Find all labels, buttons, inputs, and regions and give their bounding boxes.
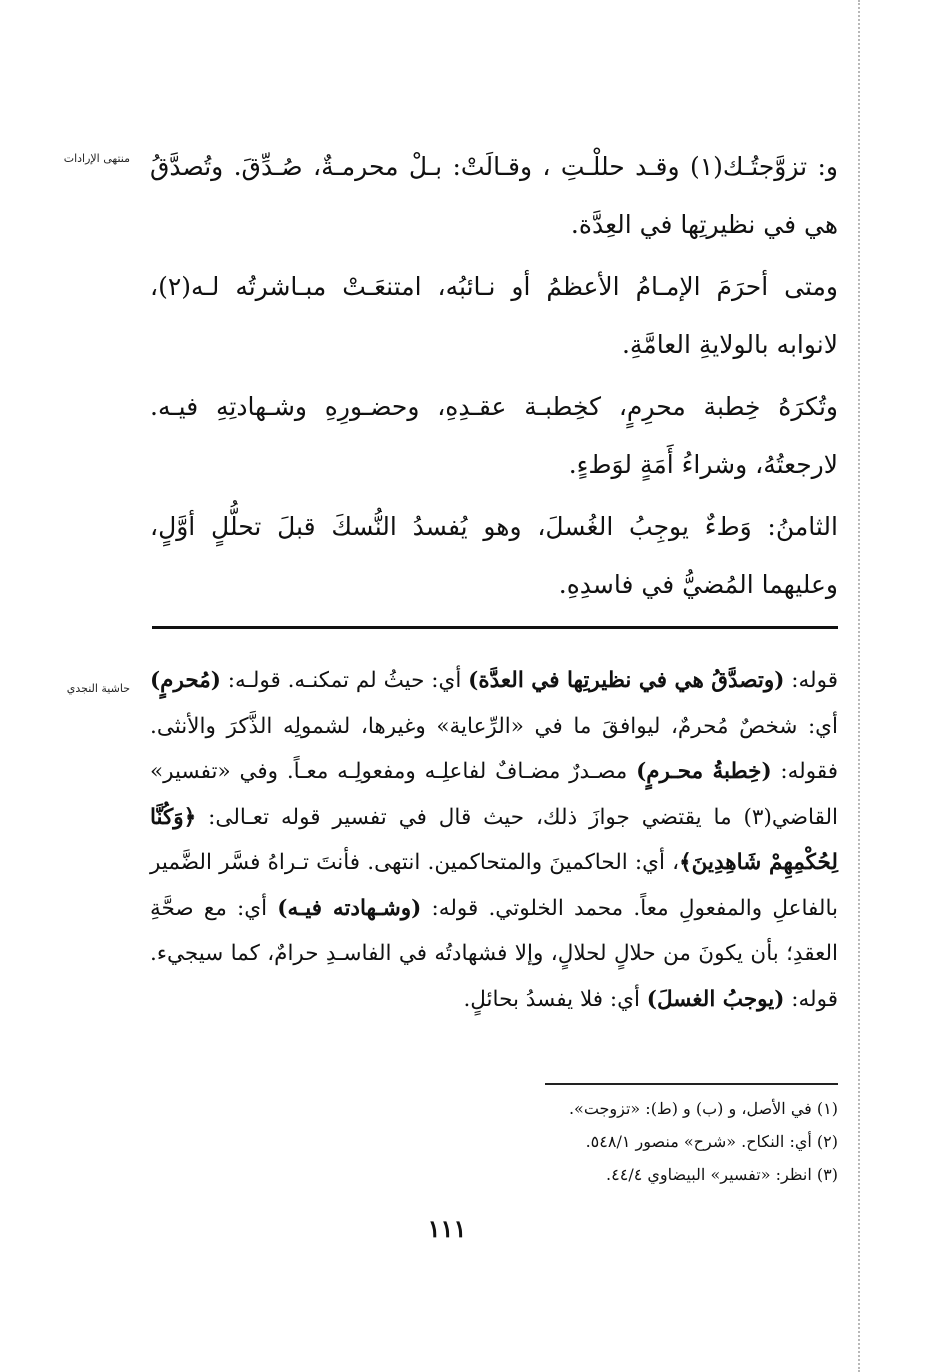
main-paragraph-1: و: تزوَّجتُـك(١) وقـد حللْـتِ ، وقـالَتْ: بـلْ محرمـةٌ، صُـدِّقَ. وتُصدَّقُ هي في نظيرتِها في العِدَّة. (150, 152, 838, 239)
main-paragraph-3: وتُكرَهُ خِطبة محرِمٍ، كخِطبـة عقـدِهِ، وحضـورِهِ وشـهادتِهِ فيـه. لارجعتُهُ، وشراءُ أَمَةٍ لوَطءٍ. (150, 392, 838, 479)
hashiya-paragraph (150, 658, 838, 1022)
footnote-3: (٣) انظر: «تفسير» البيضاوي ٤٤/٤. (606, 1165, 838, 1184)
page-number: ١١١ (427, 1214, 467, 1243)
hashiya-text: ، أي: الحاكمينَ والمتحاكمين. انتهى. فأنتَ تـراهُ فسَّر الضَّمير بالفاعلِ والمفعولِ معاً. محمد الخلوتي. قوله: (150, 850, 838, 921)
hashiya-quoted-phrase: (وتصدَّقُ هي في نظيرتِها في العدَّة) (468, 668, 785, 693)
section-divider (152, 626, 838, 629)
main-text-block-2 (150, 258, 838, 374)
margin-label-hashiya: حاشية النجدي (66, 682, 130, 695)
hashiya-text: أي: مع صحَّةِ العقدِ؛ بأن يكونَ من حلالٍ لحلالٍ، وإلا فشهادتُه في الفاسـدِ حرامٌ، كما سيجيء. قوله: (150, 895, 838, 1012)
main-text-block-3 (150, 378, 838, 494)
hashiya-quoted-phrase: (وشـهادته فيـه) (277, 895, 422, 921)
hashiya-quran-verse: ﴿وَكُنَّا لِحُكْمِهِمْ شَاهِدِينَ﴾ (150, 804, 838, 875)
hashiya-text: قوله: (784, 668, 838, 693)
margin-label-muntaha: منتهى الإرادات (63, 152, 130, 165)
footnote-2: (٢) أي: النكاح. «شرح» منصور ٥٤٨/١. (585, 1132, 838, 1151)
footnote-1: (١) في الأصل، و (ب) و (ط): «تزوجت». (568, 1099, 838, 1118)
hashiya-quoted-phrase: (مُحرمٍ) (150, 668, 221, 693)
main-paragraph-2: ومتى أحرَمَ الإمـامُ الأعظمُ أو نـائبُه، امتنعَـتْ مبـاشرتُه لـه(٢)، لانوابه بالولايةِ العامَّةِ. (150, 272, 838, 359)
hashiya-text: أي: فلا يفسدُ بحائلٍ. (463, 986, 647, 1012)
footnotes (300, 1092, 838, 1191)
hashiya-commentary (150, 658, 838, 1022)
hashiya-text: أي: شخصٌ مُحرمٌ، ليوافقَ ما في «الرِّعاية» وغيرها، لشمولِه الذَّكرَ والأنثى. فقوله: (150, 713, 838, 784)
footnote-rule (545, 1083, 838, 1085)
hashiya-text: أي: حيثُ لم تمكنـه. قولـه: (220, 668, 469, 693)
main-text-block (150, 138, 838, 254)
hashiya-text: مصـدرٌ مضـافٌ لفاعلِـه ومفعولِـه معـاً. وفي «تفسير» القاضي(٣) ما يقتضي جوازَ ذلك، حيث قال في تفسير قوله تعـالى: (150, 759, 838, 830)
main-paragraph-4: الثامنُ: وَطءٌ يوجِبُ الغُسلَ، وهو يُفسدُ النُّسكَ قبلَ تحلُّلٍ أوَّلٍ، وعليهما المُضيُّ في فاسدِهِ. (150, 512, 838, 599)
main-text-block-4 (150, 498, 838, 614)
hashiya-quoted-phrase: (خِطبةُ محـرمٍ) (636, 759, 772, 784)
hashiya-quoted-phrase: (يوجبُ الغسلَ) (646, 986, 785, 1012)
page-edge-dotted-line (858, 0, 860, 1372)
